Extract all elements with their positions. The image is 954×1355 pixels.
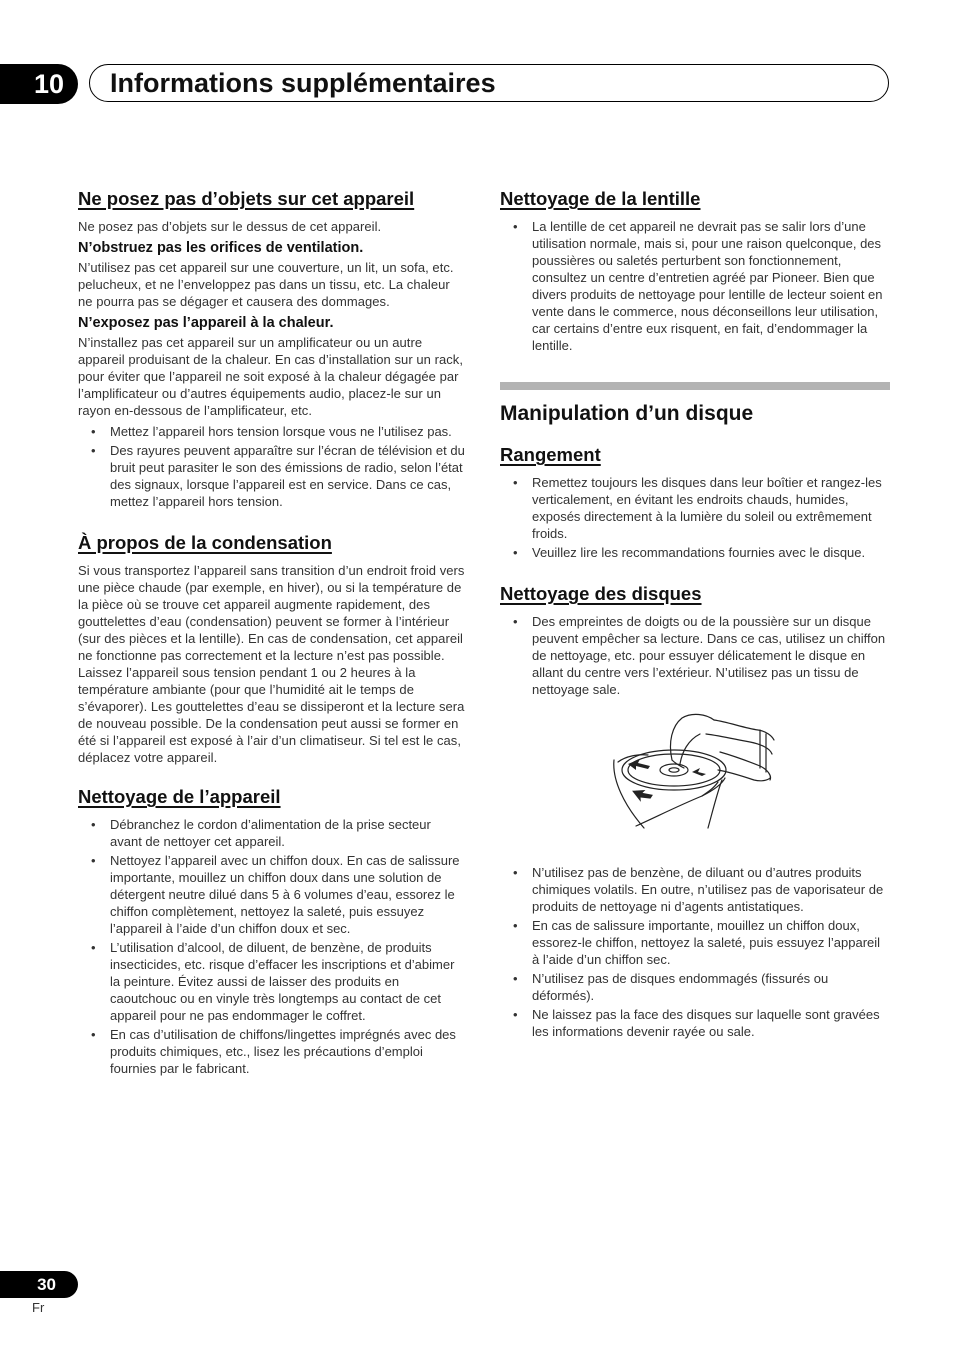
list-item: • N’utilisez pas de disques endommagés (fissurés ou déformés). <box>500 970 890 1004</box>
subsection-title-ventilation: N’obstruez pas les orifices de ventilation. <box>78 240 364 256</box>
section-title-storage: Rangement <box>500 444 601 465</box>
lens-bullet-list <box>500 218 890 354</box>
list-item: • Mettez l’appareil hors tension lorsque vous ne l’utilisez pas. <box>78 423 466 440</box>
storage-bullet-list <box>500 474 890 561</box>
left-column <box>78 186 466 1079</box>
list-item: • Ne laissez pas la face des disques sur laquelle sont gravées les informations devenir rayée ou sale. <box>500 1006 890 1040</box>
objects-intro: Ne posez pas d’objets sur le dessus de cet appareil. <box>78 219 382 234</box>
section-title-unit-cleaning: Nettoyage de l’appareil <box>78 786 281 807</box>
list-item: • La lentille de cet appareil ne devrait pas se salir lors d’une utilisation normale, mais si, pour une raison quelconque, des poussières ou saletés perturbent son fonctionnement, consultez un centre d’entretien agréé par Pioneer. Bien que divers produits de nettoyage pour lentille de lecteur soient en vente dans le commerce, nous déconseillons leur utilisation, car certains d’entre eux risquent, en fait, d’endommager la lentille. <box>500 218 890 354</box>
chapter-number-tab: 10 <box>0 64 78 104</box>
subsection-title-heat: N’exposez pas l’appareil à la chaleur. <box>78 315 334 331</box>
list-item: • Remettez toujours les disques dans leur boîtier et rangez-les verticalement, en évitant les endroits chauds, humides, exposés directement à la lumière du soleil ou extrêmement froids. <box>500 474 890 542</box>
list-item: • En cas d’utilisation de chiffons/lingettes imprégnés avec des produits chimiques, etc., lisez les précautions d’emploi fournies par le fabricant. <box>78 1026 466 1077</box>
list-item: • L’utilisation d’alcool, de diluent, de benzène, de produits insecticides, etc. risque d’effacer les inscriptions et d’abimer la peinture. Évitez aussi de laisser des produits en caoutchouc ou en vinyle très longtemps au contact de cet appareil pour ne pas endommager le coffret. <box>78 939 466 1024</box>
page-number: 30 <box>0 1271 78 1298</box>
section-title-disc-cleaning: Nettoyage des disques <box>500 583 702 604</box>
list-item: • Des rayures peuvent apparaître sur l’écran de télévision et du bruit peut parasiter le son des émissions de radio, selon l’état des signaux, lorsque l’appareil est en service. Dans ce cas, mettez l’appareil hors tension. <box>78 442 466 510</box>
chapter-title-frame <box>89 64 889 102</box>
section-title-lens-cleaning: Nettoyage de la lentille <box>500 188 701 209</box>
chapter-title: Informations supplémentaires <box>110 68 496 98</box>
list-item: • En cas de salissure importante, mouillez un chiffon doux, essorez-le chiffon, nettoyez la saleté, puis essuyez l’appareil à l’aide d’un chiffon sec. <box>500 917 890 968</box>
disc-cleaning-bullet-list-top <box>500 613 890 698</box>
ventilation-text: N’utilisez pas cet appareil sur une couverture, un lit, un sofa, etc. pelucheux, et ne l’enveloppez pas dans un tissu, etc. La chaleur ne pourra pas se dégager et causera des dommages. <box>78 260 454 309</box>
language-code: Fr <box>32 1300 45 1315</box>
unit-cleaning-bullet-list <box>78 816 466 1077</box>
section-title-condensation: À propos de la condensation <box>78 532 332 553</box>
list-item: • Veuillez lire les recommandations fournies avec le disque. <box>500 544 890 561</box>
section-title-objects: Ne posez pas d’objets sur cet appareil <box>78 188 415 209</box>
heat-text: N’installez pas cet appareil sur un amplificateur ou un autre appareil produisant de la chaleur. En cas d’installation sur un rack, pour éviter que l’appareil ne soit exposé à la chaleur dégagée par l’amplificateur ou d’autres équipements audio, placez-le sur un rayon en-dessous de l’amplificateur, etc. <box>78 335 464 418</box>
section-divider <box>500 382 890 390</box>
list-item: • N’utilisez pas de benzène, de diluant ou d’autres produits chimiques volatils. En outre, n’utilisez pas de vaporisateur de produits de nettoyage ni d’agents antistatiques. <box>500 864 890 915</box>
disc-wiping-illustration <box>610 710 780 830</box>
disc-cleaning-bullet-list-bottom <box>500 864 890 1040</box>
list-item: • Nettoyez l’appareil avec un chiffon doux. En cas de salissure importante, mouillez un chiffon doux dans une solution de détergent neutre dilué dans 5 à 6 volumes d’eau, essorez le chiffon complètement, nettoyez la saleté, puis essuyez l’appareil à l’aide d’un chiffon doux et sec. <box>78 852 466 937</box>
heat-bullet-list <box>78 423 466 510</box>
major-heading-disc-handling: Manipulation d’un disque <box>500 402 754 425</box>
list-item: • Débranchez le cordon d’alimentation de la prise secteur avant de nettoyer cet appareil. <box>78 816 466 850</box>
condensation-text: Si vous transportez l’appareil sans transition d’un endroit froid vers une pièce chaude (par exemple, en hiver), ou si la température de la pièce où se trouve cet appareil augmente rapidement, des gouttelettes d’eau (condensation) peuvent se former à l’intérieur (sur des pièces et la lentille). En cas de condensation, cet appareil ne fonctionne pas correctement et la lecture n’est pas possible. Laissez l’appareil sous tension pendant 1 ou 2 heures à la température ambiante (pour que l’humidité ait le temps de s’évaporer). Les gouttelettes d’eau se dissiperont et la lecture sera de nouveau possible. De la condensation peut aussi se former en été si l’appareil est exposé à l’air d’un climatiseur. Si tel est le cas, déplacez votre appareil. <box>78 563 465 765</box>
list-item: • Des empreintes de doigts ou de la poussière sur un disque peuvent empêcher sa lecture. Dans ce cas, utilisez un chiffon de nettoyage, etc. pour essuyer délicatement le disque en allant du centre vers l’extérieur. N’utilisez pas un tissu de nettoyage sale. <box>500 613 890 698</box>
chapter-header <box>0 64 954 104</box>
right-column <box>500 186 890 1042</box>
